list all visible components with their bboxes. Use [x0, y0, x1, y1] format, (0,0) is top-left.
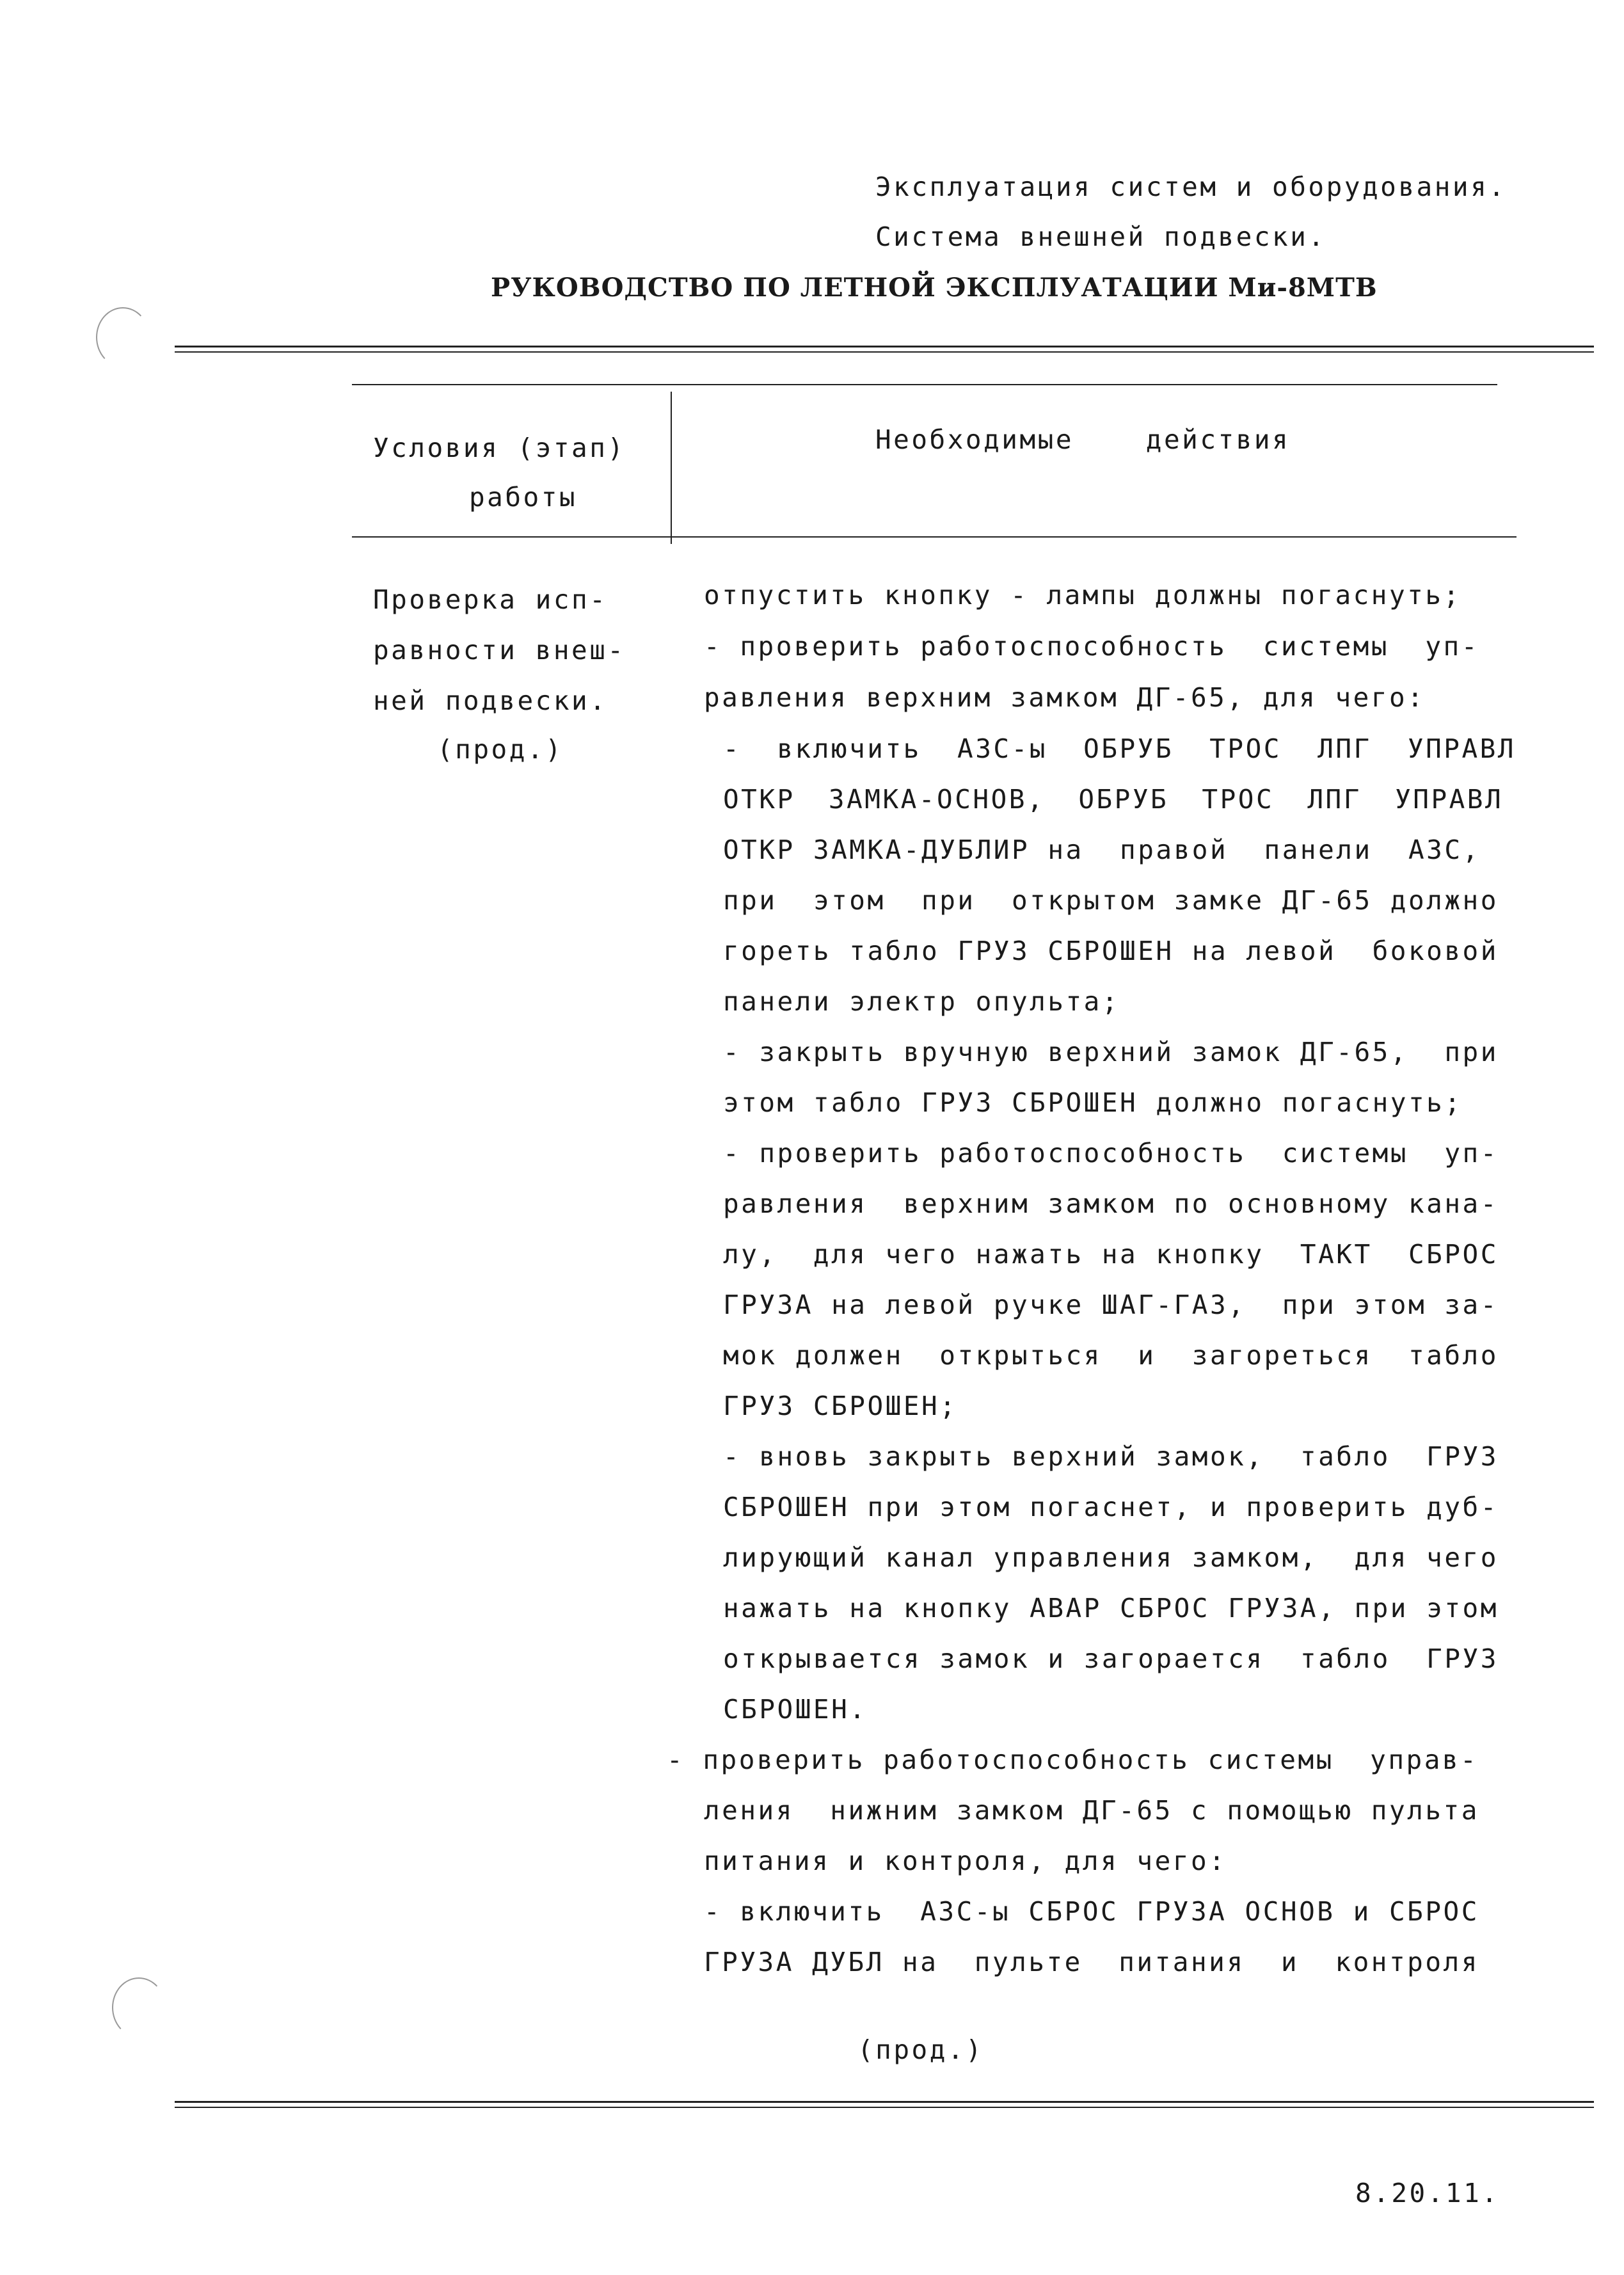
header-rule-top	[175, 346, 1594, 347]
footer-rule-bottom	[175, 2107, 1594, 2108]
header-section-line1: Эксплуатация систем и оборудования.	[875, 172, 1507, 202]
action-line: - вновь закрыть верхний замок, табло ГРУЗ	[723, 1441, 1499, 1472]
table-header-bottom-rule	[352, 536, 1517, 538]
action-line: - включить АЗС-ы СБРОС ГРУЗА ОСНОВ и СБРОС	[704, 1896, 1479, 1927]
punch-hole-mark-bottom	[112, 1977, 166, 2038]
action-line: СБРОШЕН при этом погаснет, и проверить дуб-	[723, 1492, 1499, 1522]
action-line: мок должен открыться и загореться табло	[723, 1340, 1499, 1371]
header-section-line2: Система внешней подвески.	[875, 221, 1326, 252]
action-line: - закрыть вручную верхний замок ДГ-65, при	[723, 1037, 1499, 1067]
action-line: равления верхним замком по основному кана-	[723, 1188, 1499, 1219]
action-line: - проверить работоспособность системы уп-	[704, 631, 1479, 662]
action-line: - включить АЗС-ы ОБРУБ ТРОС ЛПГ УПРАВЛ	[723, 733, 1516, 764]
header-rule-bottom	[175, 351, 1594, 353]
action-line: ОТКР ЗАМКА-ОСНОВ, ОБРУБ ТРОС ЛПГ УПРАВЛ	[723, 784, 1504, 815]
page-number: 8.20.11.	[1355, 2178, 1500, 2208]
action-line: СБРОШЕН.	[723, 1694, 868, 1725]
condition-line: равности внеш-	[373, 635, 626, 666]
action-line: панели электр опульта;	[723, 986, 1120, 1017]
table-column-divider	[671, 392, 672, 544]
table-header-actions: Необходимые действия	[875, 424, 1291, 455]
action-line: открывается замок и загорается табло ГРУЗ	[723, 1643, 1499, 1674]
action-line: - проверить работоспособность системы управ-	[667, 1744, 1479, 1775]
action-line: равления верхним замком ДГ-65, для чего:	[704, 682, 1426, 713]
action-line: питания и контроля, для чего:	[704, 1846, 1227, 1876]
table-header-conditions-line2: работы	[469, 482, 578, 513]
condition-line: Проверка исп-	[373, 584, 608, 615]
action-line: этом табло ГРУЗ СБРОШЕН должно погаснуть;	[723, 1087, 1463, 1118]
condition-line: ней подвески.	[373, 685, 608, 716]
action-line: отпустить кнопку - лампы должны погаснуть;	[704, 580, 1461, 611]
action-line: ГРУЗА ДУБЛ на пульте питания и контроля	[704, 1947, 1479, 1977]
table-header-conditions-line1: Условия (этап)	[373, 433, 626, 463]
action-line: при этом при открытом замке ДГ-65 должно	[723, 885, 1499, 916]
action-line: ГРУЗА на левой ручке ШАГ-ГАЗ, при этом за-	[723, 1289, 1499, 1320]
continued-note: (прод.)	[857, 2034, 984, 2065]
action-line: ОТКР ЗАМКА-ДУБЛИР на правой панели АЗС,	[723, 834, 1481, 865]
action-line: лирующий канал управления замком, для чего	[723, 1542, 1499, 1573]
action-line: гореть табло ГРУЗ СБРОШЕН на левой боковой	[723, 936, 1499, 966]
action-line: - проверить работоспособность системы уп-	[723, 1138, 1499, 1169]
action-line: лу, для чего нажать на кнопку ТАКТ СБРОС	[723, 1239, 1499, 1270]
table-header-top-rule	[352, 384, 1497, 385]
action-line: ГРУЗ СБРОШЕН;	[723, 1391, 958, 1421]
action-line: нажать на кнопку АВАР СБРОС ГРУЗА, при этом	[723, 1593, 1499, 1624]
punch-hole-mark-top	[96, 307, 150, 367]
action-line: ления нижним замком ДГ-65 с помощью пульта	[704, 1795, 1479, 1826]
footer-rule-top	[175, 2101, 1594, 2103]
document-title: РУКОВОДСТВО ПО ЛЕТНОЙ ЭКСПЛУАТАЦИИ Ми-8МТВ	[491, 273, 1378, 303]
condition-line: (прод.)	[437, 734, 564, 765]
